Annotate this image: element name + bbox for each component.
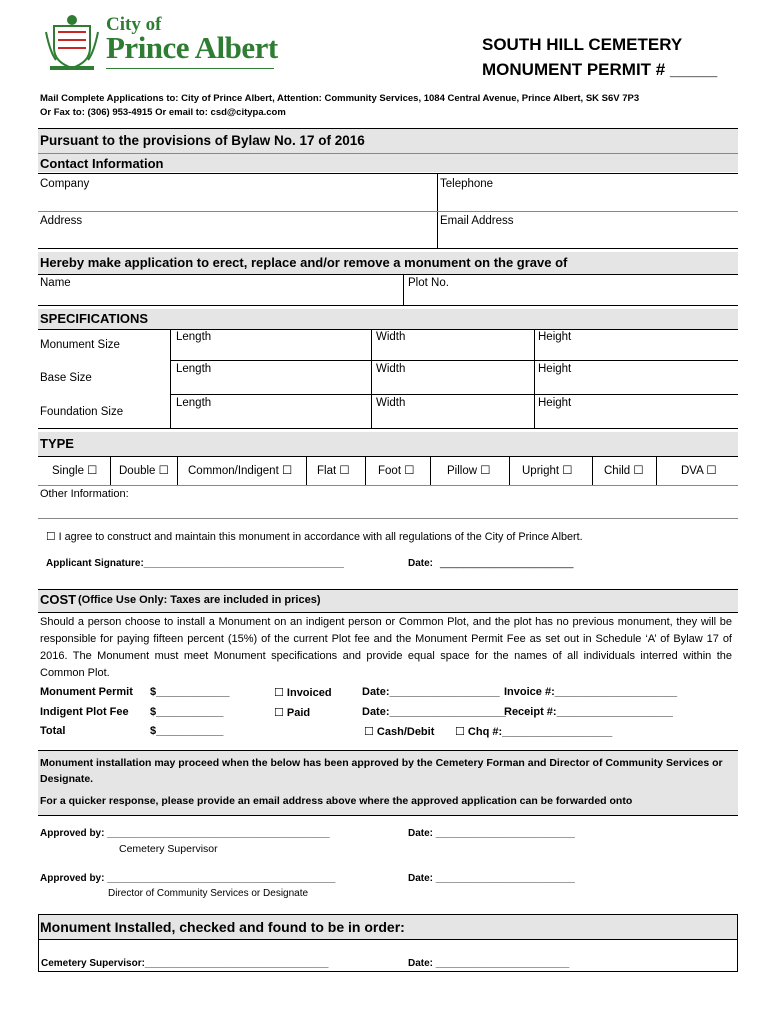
applicant-signature[interactable]: Applicant Signature:____________________________________ (46, 558, 344, 569)
logo-city-small: City of (106, 14, 162, 35)
cheque-number[interactable]: ☐ Chq #:__________________ (455, 726, 613, 738)
total-label: Total (40, 725, 66, 737)
logo-underline (106, 68, 274, 69)
paid-checkbox[interactable]: ☐ Paid (274, 707, 311, 719)
telephone-label: Telephone (440, 178, 494, 190)
monument-length-field[interactable] (220, 331, 368, 359)
invoiced-checkbox[interactable]: ☐ Invoiced (274, 687, 332, 699)
cash-debit-checkbox[interactable]: ☐ Cash/Debit (364, 726, 435, 738)
type-heading: TYPE (40, 436, 74, 451)
paid-date[interactable]: Date:___________________ (362, 706, 506, 718)
divider (110, 457, 111, 485)
divider (38, 305, 738, 306)
monument-permit-label: Monument Permit (40, 686, 133, 698)
director-title: Director of Community Services or Designate (108, 888, 309, 899)
foundation-length-field[interactable] (220, 397, 368, 425)
base-width-field[interactable] (414, 363, 532, 391)
divider (38, 456, 738, 457)
address-field[interactable] (40, 231, 434, 246)
total-amount[interactable]: $___________ (150, 725, 224, 737)
approved-by-director[interactable]: Approved by: _________________________________________ (40, 873, 336, 884)
base-height-field[interactable] (580, 363, 736, 391)
applicant-date-label: Date: (408, 558, 434, 569)
email-field[interactable] (442, 231, 736, 246)
name-field[interactable] (80, 277, 398, 303)
divider (38, 274, 738, 275)
supervisor-date[interactable]: Date: _________________________ (408, 828, 575, 839)
supervisor-title: Cemetery Supervisor (119, 843, 218, 855)
foundation-width-field[interactable] (414, 397, 532, 425)
indigent-plot-fee-label: Indigent Plot Fee (40, 706, 129, 718)
company-label: Company (40, 178, 90, 190)
company-field[interactable] (40, 194, 434, 211)
divider (38, 329, 738, 330)
name-label: Name (40, 277, 71, 289)
cost-heading: COST (40, 592, 77, 607)
indigent-plot-fee-amount[interactable]: $___________ (150, 706, 224, 718)
installed-date[interactable]: Date: ________________________ (408, 958, 570, 969)
monument-width-field[interactable] (414, 331, 532, 359)
director-date[interactable]: Date: _________________________ (408, 873, 575, 884)
other-info-field[interactable] (140, 488, 736, 516)
divider (38, 153, 738, 154)
mail-line1: Mail Complete Applications to: City of Prince Albert, Attention: Community Services, 1084 Central Avenue, Prince Albert, SK S6V 7P3 (40, 93, 640, 104)
divider (371, 330, 372, 428)
monument-permit-amount[interactable]: $____________ (150, 686, 230, 698)
approved-by-supervisor[interactable]: Approved by: ________________________________________ (40, 828, 330, 839)
divider (592, 457, 593, 485)
mail-instructions (40, 92, 639, 120)
base-height-label: Height (538, 363, 572, 375)
divider (38, 815, 738, 816)
monument-height-label: Height (538, 331, 572, 343)
divider (170, 330, 171, 428)
installed-heading: Monument Installed, checked and found to be in order: (40, 919, 405, 935)
divider (38, 485, 738, 486)
type-section (38, 432, 738, 456)
type-option-pillow[interactable]: Pillow ☐ (447, 465, 491, 477)
city-crest-icon (44, 12, 100, 72)
form-title (482, 32, 717, 82)
type-option-upright[interactable]: Upright ☐ (522, 465, 573, 477)
divider (38, 428, 738, 429)
form-title-line2: MONUMENT PERMIT # _____ (482, 60, 718, 79)
base-size-label: Base Size (40, 372, 92, 384)
type-option-flat[interactable]: Flat ☐ (317, 465, 350, 477)
divider (365, 457, 366, 485)
installed-supervisor-signature[interactable]: Cemetery Supervisor:_________________________________ (41, 958, 329, 969)
plot-label: Plot No. (408, 277, 449, 289)
grave-heading: Hereby make application to erect, replace and/or remove a monument on the grave of (40, 255, 568, 270)
foundation-width-label: Width (376, 397, 406, 409)
cost-paragraph: Should a person choose to install a Monument on an indigent person or Common Plot, and the plot has no previous monument, they will be responsible for paying fifteen percent (15%) of the current Plot fee and the Monument Permit Fee as set out in Schedule ‘A’ of Bylaw 17 of 2016. The Monument must meet Monument specifications and provide equal space for the names of all individuals interred within the Common Plot. (40, 616, 732, 679)
base-length-field[interactable] (220, 363, 368, 391)
invoice-number[interactable]: Invoice #:____________________ (504, 686, 678, 698)
divider (38, 211, 738, 212)
telephone-field[interactable] (442, 194, 736, 211)
type-option-common-indigent[interactable]: Common/Indigent ☐ (188, 465, 293, 477)
logo-city-name: Prince Albert (106, 30, 278, 65)
agreement-checkbox[interactable]: ☐ I agree to construct and maintain this monument in accordance with all regulations of the City of Prince Albert. (46, 531, 583, 543)
divider (38, 612, 738, 613)
city-logo (44, 12, 276, 74)
divider (39, 939, 737, 940)
monument-height-field[interactable] (580, 331, 736, 359)
divider (38, 248, 738, 249)
foundation-size-label: Foundation Size (40, 406, 124, 418)
divider (403, 275, 404, 305)
applicant-date-field[interactable]: ________________________ (440, 558, 574, 569)
email-label: Email Address (440, 215, 514, 227)
bylaw-heading: Pursuant to the provisions of Bylaw No. 17 of 2016 (40, 133, 365, 148)
address-label: Address (40, 215, 83, 227)
type-option-child[interactable]: Child ☐ (604, 465, 644, 477)
foundation-height-field[interactable] (580, 397, 736, 425)
divider (509, 457, 510, 485)
other-info-label: Other Information: (40, 488, 129, 500)
specs-heading: SPECIFICATIONS (40, 311, 149, 326)
base-width-label: Width (376, 363, 406, 375)
foundation-height-label: Height (538, 397, 572, 409)
plot-field[interactable] (460, 277, 736, 303)
divider (38, 173, 738, 174)
divider (534, 330, 535, 428)
type-option-foot[interactable]: Foot ☐ (378, 465, 415, 477)
divider (656, 457, 657, 485)
divider (170, 394, 738, 395)
cost-subheading: (Office Use Only: Taxes are included in prices) (78, 594, 321, 606)
contact-heading: Contact Information (40, 156, 164, 171)
form-title-line1: SOUTH HILL CEMETERY (482, 35, 683, 54)
divider (306, 457, 307, 485)
type-option-single[interactable]: Single ☐ (52, 465, 98, 477)
monument-length-label: Length (176, 331, 212, 343)
approval-note: Monument installation may proceed when the below has been approved by the Cemetery Forman and Director of Community Services or Designate. (40, 757, 723, 785)
invoiced-date[interactable]: Date:__________________ (362, 686, 500, 698)
divider (177, 457, 178, 485)
foundation-length-label: Length (176, 397, 212, 409)
monument-width-label: Width (376, 331, 406, 343)
divider (38, 518, 738, 519)
type-option-dva[interactable]: DVA ☐ (681, 465, 717, 477)
divider (437, 174, 438, 212)
monument-size-label: Monument Size (40, 339, 120, 351)
type-option-double[interactable]: Double ☐ (119, 465, 169, 477)
divider (430, 457, 431, 485)
quick-response-note: For a quicker response, please provide an email address above where the approved application can be forwarded onto (40, 795, 633, 807)
divider (437, 212, 438, 248)
receipt-number[interactable]: Receipt #:___________________ (504, 706, 673, 718)
divider (170, 360, 738, 361)
mail-line2: Or Fax to: (306) 953-4915 Or email to: csd@citypa.com (40, 107, 286, 118)
base-length-label: Length (176, 363, 212, 375)
